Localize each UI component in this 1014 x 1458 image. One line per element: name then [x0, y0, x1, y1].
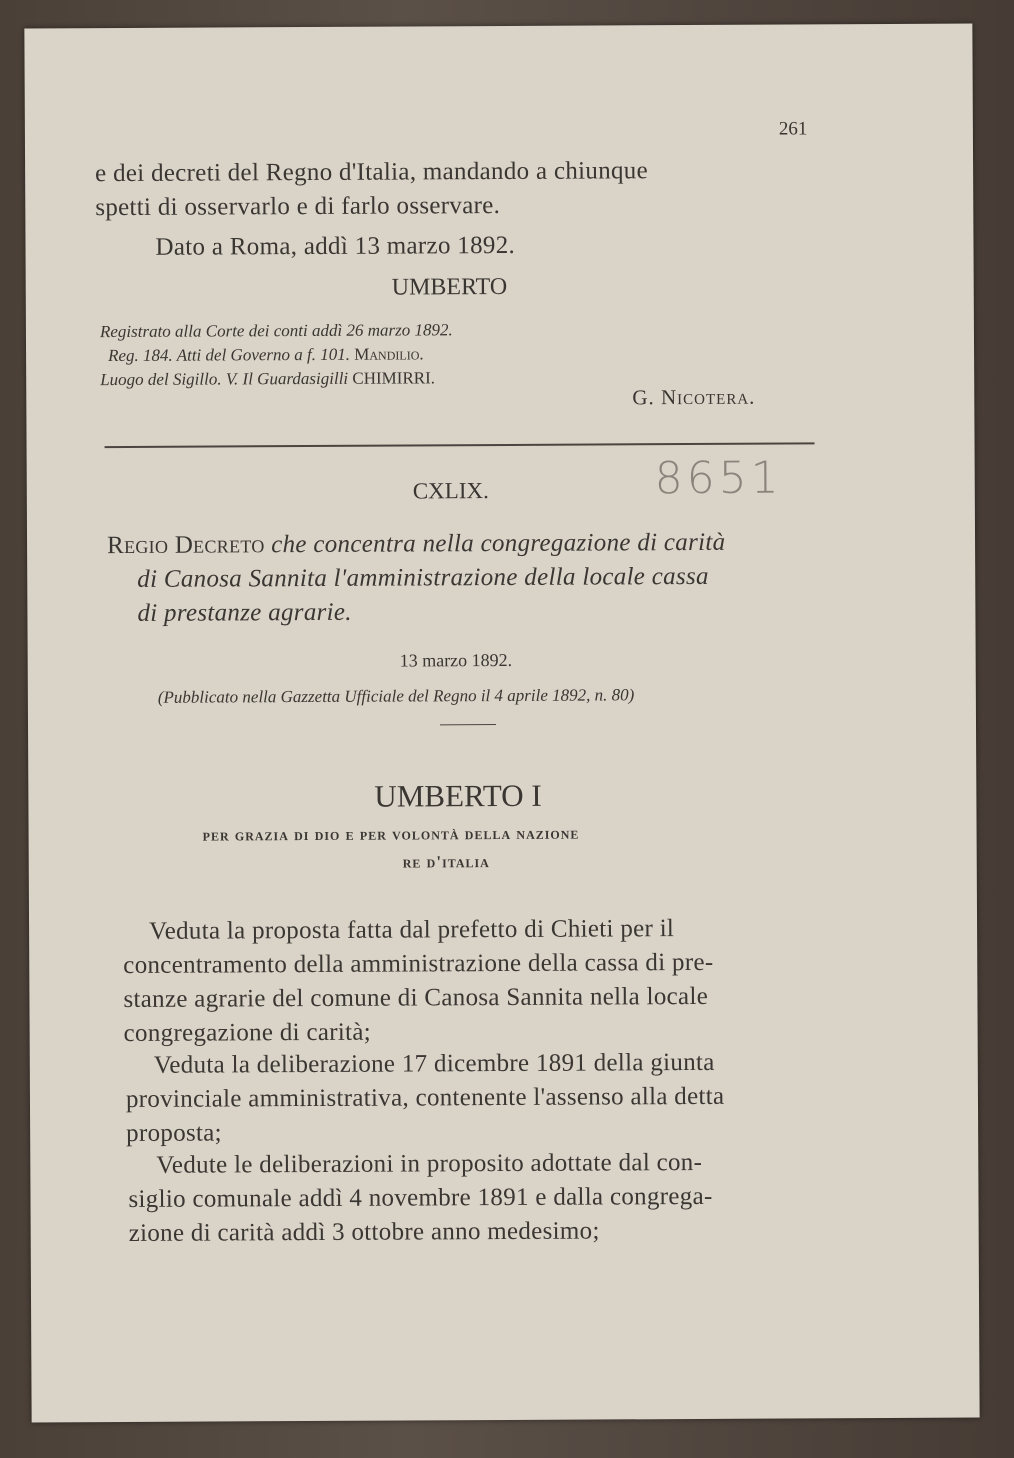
dato-line: Dato a Roma, addì 13 marzo 1892.: [155, 231, 516, 261]
signature-minister: G. Nicotera.: [632, 384, 756, 410]
decree-date: 13 marzo 1892.: [399, 649, 513, 671]
page-number: 261: [778, 118, 808, 140]
divider: [105, 442, 815, 448]
body-line: zione di carità addì 3 ottobre anno medesimo;: [128, 1217, 600, 1247]
king-realm: re d'italia: [402, 852, 490, 872]
body-line: Vedute le deliberazioni in proposito adottate dal con-: [156, 1148, 703, 1179]
registration-line: Reg. 184. Atti del Governo a f. 101. Mandilio.: [108, 344, 424, 366]
signature-king: UMBERTO: [391, 273, 508, 301]
short-divider: [440, 724, 496, 725]
decree-number: CXLIX.: [412, 478, 489, 504]
body-line: siglio comunale addì 4 novembre 1891 e dalla congrega-: [128, 1182, 713, 1213]
body-line: stanze agrarie del comune di Canosa Sannita nella locale: [123, 982, 709, 1013]
body-line: Veduta la deliberazione 17 dicembre 1891 della giunta: [153, 1048, 715, 1079]
body-line: concentramento della amministrazione della cassa di pre-: [123, 948, 714, 979]
decree-title-line: di prestanze agrarie.: [137, 598, 352, 627]
king-subtitle: per grazia di dio e per volontà della nazione: [202, 823, 580, 845]
decree-title-line: di Canosa Sannita l'amministrazione della locale cassa: [137, 562, 709, 593]
handwritten-note: 8651: [654, 452, 783, 505]
king-title: UMBERTO I: [374, 777, 542, 814]
body-line: proposta;: [126, 1119, 222, 1147]
body-line: Veduta la proposta fatta dal prefetto di Chieti per il: [149, 915, 675, 945]
guardasigilli-name: CHIMIRRI.: [352, 368, 436, 388]
decree-title-line: Regio Decreto che concentra nella congregazione di carità: [106, 528, 726, 560]
registrar-name: Mandilio.: [354, 344, 424, 364]
document-page: [24, 24, 979, 1423]
registration-line: Luogo del Sigillo. V. Il Guardasigilli CHIMIRRI.: [100, 368, 436, 390]
text-line: spetti di osservarlo e di farlo osservare.: [95, 192, 501, 222]
registration-line: Registrato alla Corte dei conti addì 26 marzo 1892.: [99, 320, 453, 342]
publication-note: (Pubblicato nella Gazzetta Ufficiale del Regno il 4 aprile 1892, n. 80): [157, 685, 635, 707]
body-line: provinciale amministrativa, contenente l'assenso alla detta: [125, 1082, 725, 1113]
body-line: congregazione di carità;: [123, 1018, 372, 1047]
text-line: e dei decreti del Regno d'Italia, mandando a chiunque: [95, 157, 649, 188]
